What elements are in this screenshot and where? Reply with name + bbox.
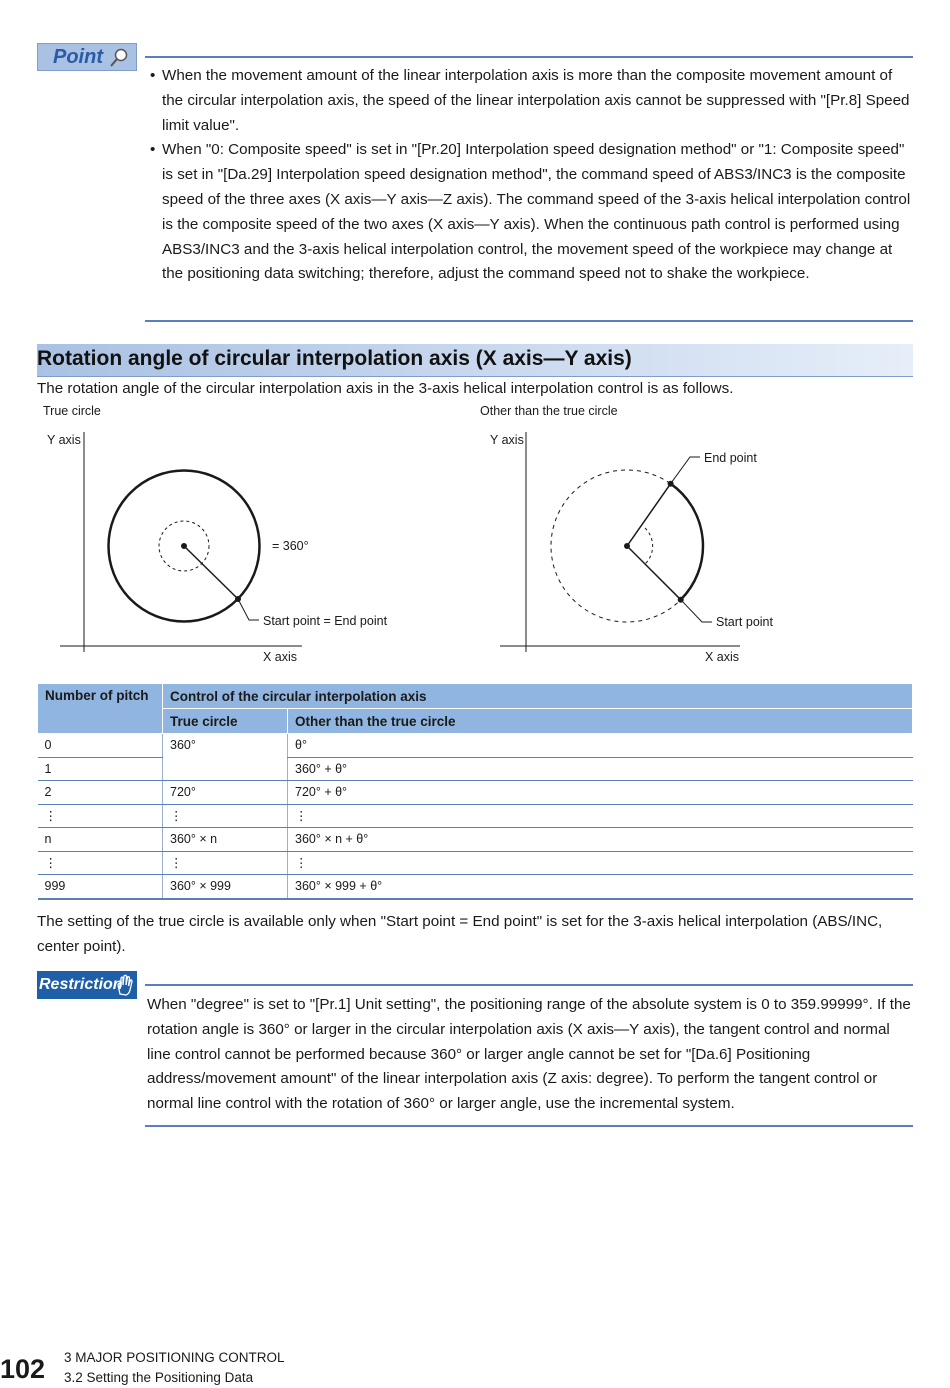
true-circle-center	[181, 543, 187, 549]
true-circle-caption: True circle	[43, 404, 101, 418]
true-circle-angle-label: = 360°	[272, 539, 309, 553]
other-circle-end-leader	[671, 457, 700, 484]
cell-other: θ°	[288, 734, 913, 758]
point-rule-top	[145, 56, 913, 58]
page-number: 102	[0, 1354, 46, 1384]
restriction-rule-top	[145, 984, 913, 986]
magnifier-icon	[108, 47, 130, 69]
other-circle-x-axis-label: X axis	[705, 650, 740, 664]
cell-other: 720° + θ°	[288, 781, 913, 805]
cell-other: ⋮	[288, 851, 913, 875]
other-circle-end-label: End point	[704, 451, 757, 465]
footer-chapter: 3 MAJOR POSITIONING CONTROL	[64, 1350, 285, 1365]
cell-pitch: ⋮	[38, 804, 163, 828]
cell-true: 360° × n	[163, 828, 288, 852]
point-bullet-2: • When "0: Composite speed" is set in "[Pr.20] Interpolation speed designation method" or "1: Composite speed" is set in "[Da.29] Interpolation speed designation method", the command speed of ABS3/INC3 is the composite speed of the three axes (X axis—Y axis—Z axis). The command speed of the 3-axis helical interpolation control is the composite speed of the two axes (X axis—Y axis). When the continuous path control is performed using ABS3/INC3 and the 3-axis helical interpolation control, the movement speed of the workpiece may change at the positioning data switching; therefore, adjust the command speed not to shake the workpiece.	[150, 138, 913, 287]
true-circle-y-axis-label: Y axis	[47, 433, 81, 447]
point-bullet-1: • When the movement amount of the linear interpolation axis is more than the composite movement amount of the circular interpolation axis, the speed of the linear interpolation axis cannot be suppressed with "[Pr.8] Speed limit value".	[150, 64, 913, 138]
section-heading	[37, 344, 913, 377]
cell-true: ⋮	[163, 804, 288, 828]
table-row	[38, 828, 913, 852]
point-bullets	[150, 64, 913, 287]
section-intro: The rotation angle of the circular interpolation axis in the 3-axis helical interpolation control is as follows.	[37, 380, 734, 397]
header-pitch: Number of pitch	[38, 684, 163, 734]
section-title: Rotation angle of circular interpolation axis (X axis—Y axis)	[37, 347, 632, 370]
cell-other: 360° × n + θ°	[288, 828, 913, 852]
cell-true: 720°	[163, 781, 288, 805]
table-row	[38, 734, 913, 758]
rotation-diagrams	[0, 400, 950, 670]
true-circle-radius	[184, 546, 238, 599]
cell-other: 360° × 999 + θ°	[288, 875, 913, 899]
cell-pitch: 1	[38, 757, 163, 781]
true-circle-x-axis-label: X axis	[263, 650, 298, 664]
true-circle-leader	[238, 599, 259, 620]
other-circle-arc	[671, 484, 703, 600]
other-circle-angle-arc	[645, 528, 653, 564]
table-row	[38, 781, 913, 805]
table-row	[38, 851, 913, 875]
header-other-circle: Other than the true circle	[288, 709, 913, 734]
true-circle-point-label: Start point = End point	[263, 614, 388, 628]
point-badge-label: Point	[53, 46, 103, 68]
hand-icon	[115, 974, 135, 996]
cell-pitch: n	[38, 828, 163, 852]
header-true-circle: True circle	[163, 709, 288, 734]
cell-other: 360° + θ°	[288, 757, 913, 781]
other-circle-y-axis-label: Y axis	[490, 433, 524, 447]
table-row	[38, 875, 913, 899]
cell-true: 360° × 999	[163, 875, 288, 899]
cell-other: ⋮	[288, 804, 913, 828]
cell-true: ⋮	[163, 851, 288, 875]
true-circle-note: The setting of the true circle is available only when "Start point = End point" is set for the 3-axis helical interpolation (ABS/INC, center point).	[37, 913, 883, 955]
point-badge	[37, 43, 137, 71]
point-rule-bottom	[145, 320, 913, 322]
cell-pitch: ⋮	[38, 851, 163, 875]
other-circle-center	[624, 543, 630, 549]
restriction-body: When "degree" is set to "[Pr.1] Unit setting", the positioning range of the absolute system is 0 to 359.99999°. If the rotation angle is 360° or larger in the circular interpolation axis (X axis—Y axis), the tangent control and normal line control cannot be performed because 360° or larger angle cannot be set for "[Da.6] Positioning address/movement amount" of the linear interpolation axis (Z axis: degree). To perform the tangent control or normal line control with the rotation of 360° or larger angle, use the incremental system.	[147, 996, 911, 1113]
pitch-table	[37, 683, 913, 900]
footer-section: 3.2 Setting the Positioning Data	[64, 1370, 254, 1385]
other-circle-start-radius	[627, 546, 681, 600]
cell-pitch: 0	[38, 734, 163, 758]
cell-pitch: 999	[38, 875, 163, 899]
cell-true: 360°	[163, 734, 288, 781]
restriction-badge-label: Restriction	[39, 976, 123, 993]
table-row	[38, 804, 913, 828]
cell-pitch: 2	[38, 781, 163, 805]
restriction-rule-bottom	[145, 1125, 913, 1127]
other-circle-start-label: Start point	[716, 615, 773, 629]
other-circle-end-radius	[627, 484, 671, 546]
other-circle-caption: Other than the true circle	[480, 404, 618, 418]
restriction-badge	[37, 971, 137, 999]
other-circle-start-leader	[681, 600, 712, 622]
header-control: Control of the circular interpolation axis	[163, 684, 913, 709]
